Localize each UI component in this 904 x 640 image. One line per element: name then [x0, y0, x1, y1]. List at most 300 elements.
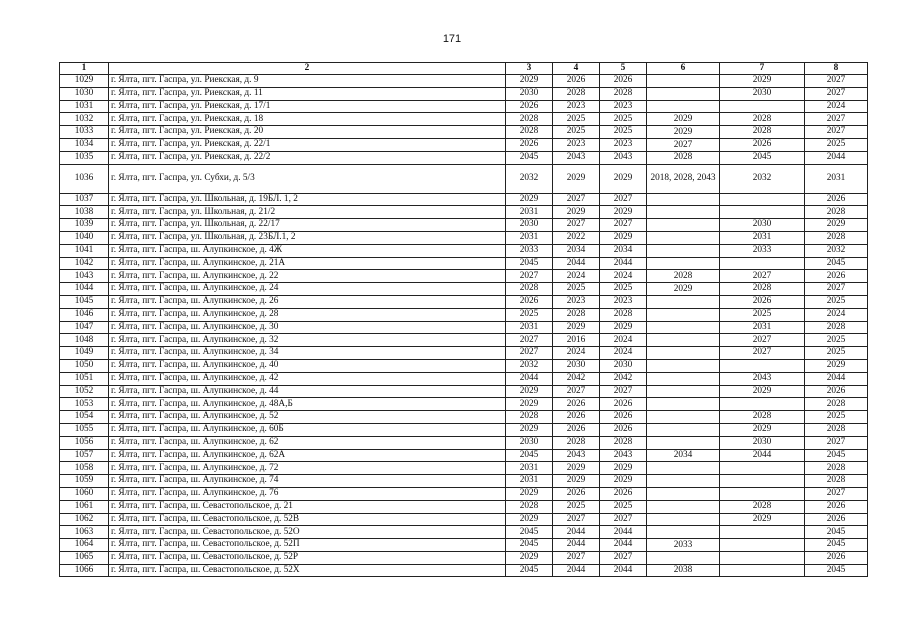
year-cell: 2044	[553, 564, 600, 577]
table-row	[60, 295, 868, 308]
year-cell: 2032	[805, 244, 868, 257]
year-cell: 2033	[506, 244, 553, 257]
table-row	[60, 385, 868, 398]
address-cell: г. Ялта, пгт. Гаспра, ул. Школьная, д. 21/2	[109, 206, 506, 219]
table-row	[60, 138, 868, 151]
address-cell: г. Ялта, пгт. Гаспра, ш. Севастопольское, д. 52В	[109, 513, 506, 526]
year-cell: 2030	[506, 219, 553, 232]
row-number: 1066	[60, 564, 109, 577]
year-cell: 2023	[600, 138, 647, 151]
year-cell: 2026	[553, 423, 600, 436]
address-cell: г. Ялта, пгт. Гаспра, ш. Севастопольское, д. 52Р	[109, 551, 506, 564]
address-cell: г. Ялта, пгт. Гаспра, ш. Алупкинское, д. 22	[109, 270, 506, 283]
year-cell: 2028	[805, 321, 868, 334]
year-cell: 2029	[506, 513, 553, 526]
address-cell: г. Ялта, пгт. Гаспра, ш. Алупкинское, д. 74	[109, 475, 506, 488]
year-cell: 2026	[805, 193, 868, 206]
address-cell: г. Ялта, пгт. Гаспра, ш. Алупкинское, д. 34	[109, 347, 506, 360]
year-cell: 2024	[805, 308, 868, 321]
year-cell: 2045	[805, 526, 868, 539]
year-cell: 2027	[600, 385, 647, 398]
year-cell: 2025	[553, 283, 600, 296]
year-cell: 2028	[805, 398, 868, 411]
year-cell: 2028	[805, 475, 868, 488]
year-cell: 2031	[506, 475, 553, 488]
year-cell	[647, 321, 720, 334]
year-cell: 2028	[720, 113, 805, 126]
year-cell: 2032	[506, 359, 553, 372]
year-cell: 2028	[553, 87, 600, 100]
row-number: 1050	[60, 359, 109, 372]
address-cell: г. Ялта, пгт. Гаспра, ш. Севастопольское, д. 52О	[109, 526, 506, 539]
year-cell	[647, 334, 720, 347]
year-cell: 2045	[805, 564, 868, 577]
year-cell	[720, 462, 805, 475]
table-row	[60, 475, 868, 488]
year-cell: 2026	[506, 100, 553, 113]
year-cell	[647, 206, 720, 219]
year-cell: 2029	[506, 487, 553, 500]
year-cell: 2045	[805, 449, 868, 462]
year-cell: 2028	[600, 308, 647, 321]
year-cell: 2034	[553, 244, 600, 257]
year-cell: 2033	[647, 539, 720, 552]
table-row	[60, 500, 868, 513]
table-row	[60, 462, 868, 475]
column-header: 3	[506, 63, 553, 75]
column-header: 4	[553, 63, 600, 75]
address-cell: г. Ялта, пгт. Гаспра, ул. Субхи, д. 5/3	[109, 164, 506, 193]
year-cell: 2025	[805, 411, 868, 424]
year-cell: 2024	[553, 347, 600, 360]
year-cell: 2045	[805, 539, 868, 552]
year-cell	[647, 398, 720, 411]
row-number: 1040	[60, 231, 109, 244]
year-cell: 2025	[506, 308, 553, 321]
row-number: 1033	[60, 126, 109, 139]
address-cell: г. Ялта, пгт. Гаспра, ш. Алупкинское, д. 4Ж	[109, 244, 506, 257]
year-cell: 2027	[600, 551, 647, 564]
year-cell: 2025	[553, 113, 600, 126]
year-cell: 2025	[805, 334, 868, 347]
address-cell: г. Ялта, пгт. Гаспра, ш. Алупкинское, д. 40	[109, 359, 506, 372]
year-cell: 2043	[553, 151, 600, 164]
year-cell: 2023	[600, 295, 647, 308]
year-cell: 2032	[506, 164, 553, 193]
table-row	[60, 257, 868, 270]
row-number: 1055	[60, 423, 109, 436]
table-row	[60, 75, 868, 88]
table-row	[60, 347, 868, 360]
year-cell	[647, 100, 720, 113]
year-cell: 2026	[600, 75, 647, 88]
year-cell: 2028	[600, 87, 647, 100]
table-row	[60, 436, 868, 449]
row-number: 1036	[60, 164, 109, 193]
year-cell: 2024	[600, 347, 647, 360]
year-cell: 2026	[805, 500, 868, 513]
year-cell	[647, 75, 720, 88]
address-cell: г. Ялта, пгт. Гаспра, ш. Алупкинское, д. 48А,Б	[109, 398, 506, 411]
table-row	[60, 206, 868, 219]
address-cell: г. Ялта, пгт. Гаспра, ш. Алупкинское, д. 26	[109, 295, 506, 308]
year-cell: 2028	[720, 283, 805, 296]
year-cell: 2028	[805, 462, 868, 475]
address-cell: г. Ялта, пгт. Гаспра, ш. Алупкинское, д. 32	[109, 334, 506, 347]
year-cell: 2044	[553, 526, 600, 539]
year-cell: 2034	[647, 449, 720, 462]
row-number: 1049	[60, 347, 109, 360]
year-cell: 2043	[600, 449, 647, 462]
year-cell: 2044	[805, 151, 868, 164]
year-cell: 2029	[600, 231, 647, 244]
year-cell: 2028	[506, 126, 553, 139]
year-cell: 2026	[805, 551, 868, 564]
year-cell: 2029	[553, 321, 600, 334]
table-row	[60, 126, 868, 139]
year-cell: 2027	[600, 513, 647, 526]
year-cell: 2029	[553, 475, 600, 488]
year-cell: 2029	[720, 513, 805, 526]
year-cell: 2027	[553, 219, 600, 232]
year-cell: 2025	[600, 113, 647, 126]
year-cell: 2026	[720, 295, 805, 308]
table-row	[60, 411, 868, 424]
year-cell: 2029	[647, 126, 720, 139]
year-cell: 2023	[553, 138, 600, 151]
address-cell: г. Ялта, пгт. Гаспра, ш. Алупкинское, д. 60Б	[109, 423, 506, 436]
year-cell: 2028	[506, 500, 553, 513]
year-cell: 2026	[553, 75, 600, 88]
year-cell: 2029	[600, 462, 647, 475]
year-cell	[647, 526, 720, 539]
address-cell: г. Ялта, пгт. Гаспра, ш. Алупкинское, д. 52	[109, 411, 506, 424]
year-cell: 2028	[805, 206, 868, 219]
year-cell: 2029	[506, 193, 553, 206]
year-cell	[647, 385, 720, 398]
year-cell: 2032	[720, 164, 805, 193]
year-cell: 2026	[805, 270, 868, 283]
year-cell: 2031	[506, 462, 553, 475]
year-cell: 2028	[720, 411, 805, 424]
year-cell: 2028	[647, 270, 720, 283]
table-row	[60, 551, 868, 564]
table-row	[60, 334, 868, 347]
year-cell: 2026	[506, 138, 553, 151]
row-number: 1041	[60, 244, 109, 257]
table-row	[60, 283, 868, 296]
year-cell: 2029	[506, 551, 553, 564]
year-cell: 2024	[600, 270, 647, 283]
address-cell: г. Ялта, пгт. Гаспра, ш. Алупкинское, д. 28	[109, 308, 506, 321]
address-cell: г. Ялта, пгт. Гаспра, ул. Риекская, д. 22/2	[109, 151, 506, 164]
year-cell: 2027	[506, 270, 553, 283]
year-cell	[647, 462, 720, 475]
year-cell: 2030	[600, 359, 647, 372]
year-cell: 2028	[600, 436, 647, 449]
year-cell: 2024	[553, 270, 600, 283]
year-cell: 2044	[720, 449, 805, 462]
year-cell: 2029	[553, 164, 600, 193]
year-cell	[647, 347, 720, 360]
year-cell: 2025	[805, 295, 868, 308]
year-cell: 2027	[805, 87, 868, 100]
year-cell: 2033	[720, 244, 805, 257]
year-cell: 2045	[506, 526, 553, 539]
year-cell: 2027	[553, 193, 600, 206]
year-cell: 2029	[600, 475, 647, 488]
column-header: 5	[600, 63, 647, 75]
year-cell: 2030	[553, 359, 600, 372]
column-header: 1	[60, 63, 109, 75]
year-cell: 2031	[506, 231, 553, 244]
year-cell: 2044	[805, 372, 868, 385]
year-cell: 2028	[647, 151, 720, 164]
address-cell: г. Ялта, пгт. Гаспра, ш. Алупкинское, д. 21А	[109, 257, 506, 270]
year-cell: 2027	[805, 436, 868, 449]
year-cell	[720, 257, 805, 270]
year-cell: 2031	[506, 206, 553, 219]
year-cell	[647, 231, 720, 244]
year-cell: 2027	[720, 334, 805, 347]
year-cell	[647, 257, 720, 270]
year-cell: 2029	[647, 113, 720, 126]
row-number: 1042	[60, 257, 109, 270]
year-cell	[647, 551, 720, 564]
table-row	[60, 359, 868, 372]
row-number: 1056	[60, 436, 109, 449]
year-cell: 2029	[600, 164, 647, 193]
year-cell: 2029	[600, 321, 647, 334]
address-cell: г. Ялта, пгт. Гаспра, ул. Риекская, д. 17/1	[109, 100, 506, 113]
year-cell: 2025	[720, 308, 805, 321]
year-cell: 2045	[506, 539, 553, 552]
year-cell: 2029	[506, 385, 553, 398]
year-cell: 2045	[720, 151, 805, 164]
year-cell: 2027	[805, 75, 868, 88]
year-cell: 2027	[805, 126, 868, 139]
year-cell	[720, 100, 805, 113]
year-cell: 2025	[553, 126, 600, 139]
year-cell: 2027	[506, 347, 553, 360]
row-number: 1054	[60, 411, 109, 424]
address-cell: г. Ялта, пгт. Гаспра, ш. Алупкинское, д. 42	[109, 372, 506, 385]
year-cell: 2029	[805, 359, 868, 372]
year-cell	[647, 436, 720, 449]
year-cell: 2024	[600, 334, 647, 347]
year-cell	[720, 551, 805, 564]
year-cell: 2027	[647, 138, 720, 151]
year-cell: 2016	[553, 334, 600, 347]
year-cell: 2029	[805, 219, 868, 232]
year-cell: 2031	[720, 321, 805, 334]
year-cell: 2026	[553, 487, 600, 500]
row-number: 1035	[60, 151, 109, 164]
address-cell: г. Ялта, пгт. Гаспра, ул. Риекская, д. 20	[109, 126, 506, 139]
year-cell: 2026	[805, 385, 868, 398]
year-cell	[647, 372, 720, 385]
row-number: 1051	[60, 372, 109, 385]
address-cell: г. Ялта, пгт. Гаспра, ш. Севастопольское, д. 21	[109, 500, 506, 513]
row-number: 1059	[60, 475, 109, 488]
year-cell: 2031	[805, 164, 868, 193]
year-cell: 2027	[600, 193, 647, 206]
year-cell: 2025	[553, 500, 600, 513]
table-row	[60, 372, 868, 385]
row-number: 1048	[60, 334, 109, 347]
table-row	[60, 100, 868, 113]
year-cell: 2044	[553, 257, 600, 270]
year-cell: 2044	[600, 526, 647, 539]
row-number: 1057	[60, 449, 109, 462]
table-row	[60, 270, 868, 283]
address-cell: г. Ялта, пгт. Гаспра, ш. Алупкинское, д. 76	[109, 487, 506, 500]
table-row	[60, 398, 868, 411]
year-cell	[647, 411, 720, 424]
row-number: 1046	[60, 308, 109, 321]
year-cell: 2043	[720, 372, 805, 385]
year-cell: 2045	[805, 257, 868, 270]
year-cell	[720, 475, 805, 488]
year-cell: 2029	[720, 423, 805, 436]
year-cell: 2045	[506, 564, 553, 577]
column-header: 2	[109, 63, 506, 75]
year-cell: 2045	[506, 449, 553, 462]
year-cell: 2028	[720, 126, 805, 139]
address-cell: г. Ялта, пгт. Гаспра, ш. Алупкинское, д. 24	[109, 283, 506, 296]
year-cell	[647, 475, 720, 488]
year-cell	[720, 564, 805, 577]
table-row	[60, 151, 868, 164]
address-cell: г. Ялта, пгт. Гаспра, ул. Школьная, д. 23БЛ.1, 2	[109, 231, 506, 244]
year-cell: 2029	[720, 75, 805, 88]
year-cell	[720, 359, 805, 372]
year-cell: 2044	[553, 539, 600, 552]
year-cell	[647, 193, 720, 206]
row-number: 1031	[60, 100, 109, 113]
table-row	[60, 219, 868, 232]
year-cell: 2028	[805, 423, 868, 436]
address-cell: г. Ялта, пгт. Гаспра, ш. Алупкинское, д. 30	[109, 321, 506, 334]
row-number: 1029	[60, 75, 109, 88]
year-cell: 2029	[506, 75, 553, 88]
table-row	[60, 539, 868, 552]
table-row	[60, 164, 868, 193]
year-cell: 2030	[720, 87, 805, 100]
year-cell: 2045	[506, 151, 553, 164]
row-number: 1044	[60, 283, 109, 296]
year-cell: 2026	[805, 513, 868, 526]
row-number: 1047	[60, 321, 109, 334]
address-cell: г. Ялта, пгт. Гаспра, ул. Риекская, д. 22/1	[109, 138, 506, 151]
row-number: 1038	[60, 206, 109, 219]
year-cell	[720, 526, 805, 539]
table-row	[60, 449, 868, 462]
row-number: 1037	[60, 193, 109, 206]
row-number: 1063	[60, 526, 109, 539]
year-cell: 2026	[600, 411, 647, 424]
row-number: 1064	[60, 539, 109, 552]
column-header: 6	[647, 63, 720, 75]
year-cell	[720, 487, 805, 500]
year-cell: 2027	[805, 283, 868, 296]
year-cell: 2025	[805, 138, 868, 151]
address-cell: г. Ялта, пгт. Гаспра, ул. Риекская, д. 18	[109, 113, 506, 126]
address-cell: г. Ялта, пгт. Гаспра, ш. Алупкинское, д. 44	[109, 385, 506, 398]
year-cell	[647, 87, 720, 100]
table-body	[60, 75, 868, 577]
year-cell	[647, 244, 720, 257]
table-row	[60, 526, 868, 539]
year-cell: 2027	[805, 487, 868, 500]
row-number: 1032	[60, 113, 109, 126]
table-row	[60, 321, 868, 334]
page-number: 171	[442, 33, 462, 45]
year-cell: 2028	[553, 436, 600, 449]
year-cell	[647, 308, 720, 321]
address-cell: г. Ялта, пгт. Гаспра, ш. Алупкинское, д. 62	[109, 436, 506, 449]
table-row	[60, 193, 868, 206]
table-row	[60, 113, 868, 126]
row-number: 1043	[60, 270, 109, 283]
row-number: 1061	[60, 500, 109, 513]
year-cell: 2030	[720, 436, 805, 449]
table-row	[60, 244, 868, 257]
row-number: 1058	[60, 462, 109, 475]
year-cell: 2028	[506, 283, 553, 296]
address-cell: г. Ялта, пгт. Гаспра, ул. Риекская, д. 11	[109, 87, 506, 100]
address-cell: г. Ялта, пгт. Гаспра, ш. Севастопольское, д. 52П	[109, 539, 506, 552]
table-row	[60, 513, 868, 526]
year-cell: 2025	[600, 283, 647, 296]
row-number: 1045	[60, 295, 109, 308]
year-cell	[647, 219, 720, 232]
year-cell: 2028	[553, 308, 600, 321]
year-cell: 2029	[506, 398, 553, 411]
year-cell: 2028	[506, 113, 553, 126]
year-cell: 2027	[553, 551, 600, 564]
year-cell: 2026	[553, 411, 600, 424]
year-cell: 2027	[600, 219, 647, 232]
table-row	[60, 308, 868, 321]
year-cell: 2026	[600, 423, 647, 436]
year-cell	[647, 423, 720, 436]
table-row	[60, 423, 868, 436]
row-number: 1030	[60, 87, 109, 100]
year-cell	[647, 359, 720, 372]
year-cell: 2045	[506, 257, 553, 270]
year-cell: 2026	[720, 138, 805, 151]
year-cell	[647, 500, 720, 513]
year-cell: 2042	[553, 372, 600, 385]
year-cell: 2030	[506, 436, 553, 449]
row-number: 1052	[60, 385, 109, 398]
year-cell: 2042	[600, 372, 647, 385]
year-cell: 2029	[553, 462, 600, 475]
year-cell: 2043	[553, 449, 600, 462]
year-cell: 2027	[553, 385, 600, 398]
year-cell	[720, 539, 805, 552]
year-cell: 2043	[600, 151, 647, 164]
address-cell: г. Ялта, пгт. Гаспра, ш. Алупкинское, д. 72	[109, 462, 506, 475]
year-cell	[720, 206, 805, 219]
column-header: 7	[720, 63, 805, 75]
year-cell: 2030	[720, 219, 805, 232]
year-cell: 2044	[600, 257, 647, 270]
year-cell: 2023	[553, 100, 600, 113]
row-number: 1039	[60, 219, 109, 232]
address-cell: г. Ялта, пгт. Гаспра, ул. Школьная, д. 19БЛ. 1, 2	[109, 193, 506, 206]
